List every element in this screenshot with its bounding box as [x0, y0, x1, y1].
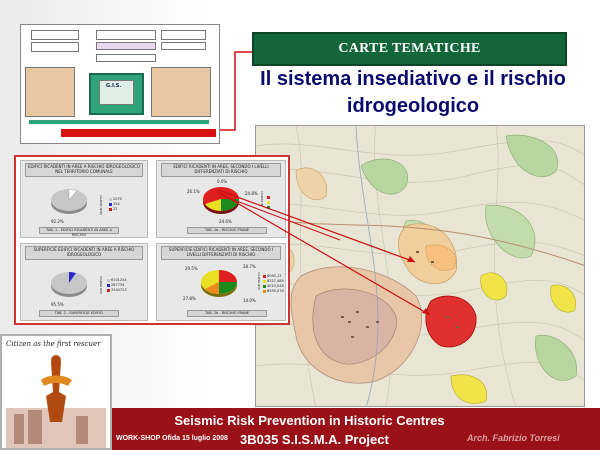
legend-item: 8527,489	[263, 279, 284, 284]
chart-title: SUPERFICIE EDIFICI RICADENTI IN AREE A RISCHIO IDROGEOLOGICO	[25, 246, 143, 260]
footer-bar	[112, 408, 600, 450]
pie-pct-label: 26.1%	[187, 189, 200, 194]
legend-item: 6101254	[107, 278, 127, 283]
legend-item: 6595,078	[263, 289, 284, 294]
legend-item: 154	[109, 202, 122, 207]
pie-pct-label: 24.8%	[245, 191, 258, 196]
chart-footer: TAB. 2b - RISCHIO FRANE	[187, 310, 267, 317]
diagram-gis-label: G.I.S.	[106, 83, 122, 89]
pie-pct-label: 27.8%	[183, 296, 196, 301]
pie-pct-label: 28.7%	[243, 264, 256, 269]
project-logo	[0, 334, 112, 450]
chart-footer: TAB. 1b - RISCHIO FRANE	[187, 227, 267, 234]
legend-item: 287734	[107, 283, 127, 288]
chart-title: SUPERFICIE EDIFICI RICADENTI IN AREE, SECONDO I LIVELLI DIFFERENZIATI DI RISCHIO	[161, 246, 281, 260]
legend-item: 22	[109, 207, 122, 212]
logo-tagline: Citizen as the first rescuer	[6, 340, 101, 348]
pie-pct-label: 0.0%	[217, 179, 228, 184]
footer-workshop: WORK-SHOP Ofida 15 luglio 2008	[116, 435, 228, 442]
chart-footer: TAB. 1 - EDIFICI RICADENTI IN AREE A RISCHIO	[39, 227, 119, 234]
pie-pct-label: 29.5%	[185, 266, 198, 271]
pie-pct-label: 92.2%	[51, 219, 64, 224]
pie-pct-label: 14.0%	[243, 298, 256, 303]
legend-item: 3340723	[107, 288, 127, 293]
legend-title: SUP. EDIFICI	[257, 272, 261, 291]
chart-footer: TAB. 2 - SUPERFICIE EDIFICI	[39, 310, 119, 317]
pie-pct-label: 24.6%	[219, 219, 232, 224]
subtitle-line-1: Il sistema insediativo e il rischio	[260, 68, 566, 90]
subtitle-line-2: idrogeologico	[346, 95, 480, 117]
legend-item: 2070	[109, 197, 122, 202]
footer-author: Arch. Fabrizio Torresi	[467, 433, 560, 443]
footer-title: Seismic Risk Prevention in Historic Centres	[174, 413, 445, 428]
footer-project: 3B035 S.I.S.M.A. Project	[240, 432, 389, 447]
legend-item: 6090,13	[263, 274, 284, 279]
legend-title: N. EDIFICI	[260, 191, 264, 206]
chart-title: EDIFICI RICADENTI IN AREE, SECONDO I LIVELLI DIFFERENZIATI DI RISCHIO	[161, 163, 281, 177]
legend-item: 4010,048	[263, 284, 284, 289]
pie-pct-label: 95.5%	[51, 302, 64, 307]
chart-title: EDIFICI RICADENTI IN AREE A RISCHIO IDROGEOLOGICO NEL TERRITORIO COMUNALE	[25, 163, 143, 177]
legend-title: NUM. EDIFICI	[99, 195, 103, 215]
banner-text: CARTE TEMATICHE	[338, 41, 481, 56]
logo-figure	[6, 352, 106, 448]
legend-title: SUP. EDIFICI	[99, 276, 103, 295]
